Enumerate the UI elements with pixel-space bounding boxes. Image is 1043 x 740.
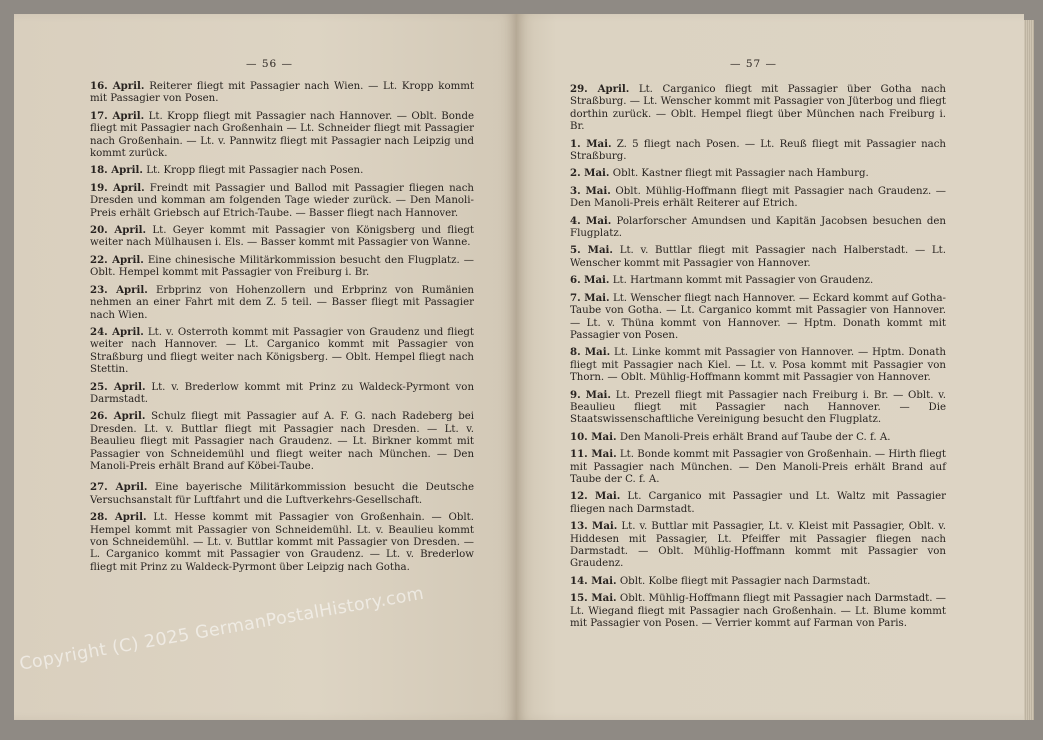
diary-entry: [570, 431, 946, 444]
diary-entry: [570, 520, 946, 571]
entry-text: Lt. Wenscher fliegt nach Hannover. — Eckard kommt auf Gotha-Taube von Gotha. — Lt. Carganico kommt mit Passagier von Hannover. — Lt. v. Thüna kommt von Hannover. — Hptm. Donath kommt mit Passagier von Posen.: [570, 292, 946, 341]
entry-date: 5. Mai.: [570, 244, 613, 257]
entry-date: 18. April.: [90, 164, 143, 177]
diary-entry: [570, 138, 946, 164]
page-edges: [1024, 20, 1034, 720]
right-page: [516, 14, 1024, 720]
entry-date: 19. April.: [90, 181, 145, 194]
entry-date: 10. Mai.: [570, 430, 617, 443]
diary-entry: [570, 83, 946, 134]
diary-entry: [570, 167, 946, 180]
entry-date: 3. Mai.: [570, 184, 611, 197]
entry-date: 29. April.: [570, 83, 630, 95]
diary-entry: [570, 490, 946, 516]
diary-entry: [570, 185, 946, 211]
entry-text: Eine bayerische Militärkommission besucht die Deutsche Versuchsanstalt für Luftfahrt und die Luftverkehrs-Gesellschaft.: [90, 482, 475, 506]
diary-entry: [570, 592, 946, 630]
entry-date: 15. Mai.: [570, 592, 617, 605]
diary-entry: [570, 244, 946, 270]
entry-text: Den Manoli-Preis erhält Brand auf Taube der C. f. A.: [619, 431, 891, 443]
entry-date: 23. April.: [90, 283, 148, 296]
diary-entry: [570, 575, 946, 588]
entry-text: Erbprinz von Hohenzollern und Erbprinz von Rumänien nehmen an einer Fahrt mit dem Z. 5 teil. — Basser fliegt mit Passagier nach Wien.: [90, 284, 474, 321]
diary-entry: [90, 110, 474, 161]
entry-text: Polarforscher Amundsen und Kapitän Jacobsen besuchen den Flugplatz.: [570, 215, 946, 240]
entry-list: [570, 83, 946, 634]
entry-text: Lt. Hartmann kommt mit Passagier von Graudenz.: [612, 275, 874, 287]
entry-text: Oblt. Mühlig-Hoffmann fliegt mit Passagier nach Graudenz. — Den Manoli-Preis erhält Reiterer auf Etrich.: [570, 185, 946, 210]
entry-text: Lt. Kropp fliegt mit Passagier nach Posen.: [146, 165, 364, 177]
entry-date: 22. April.: [90, 253, 144, 266]
diary-entry: [90, 410, 474, 473]
copyright-watermark: Copyright (C) 2025 GermanPostalHistory.com: [18, 583, 426, 675]
entry-list: [90, 80, 474, 578]
diary-entry: [90, 80, 474, 106]
entry-date: 27. April.: [90, 481, 148, 494]
open-booklet: [14, 14, 1026, 726]
entry-date: 17. April.: [90, 109, 145, 122]
entry-text: Lt. Linke kommt mit Passagier von Hannover. — Hptm. Donath fliegt mit Passagier nach Kiel. — Lt. v. Posa kommt mit Passagier von Thorn. — Oblt. Mühlig-Hoffmann kommt mit Passagier von Hannover.: [570, 347, 946, 384]
page-number: — 57 —: [730, 58, 778, 70]
diary-entry: [90, 511, 474, 574]
diary-entry: [90, 254, 474, 280]
diary-entry: [570, 215, 946, 241]
entry-text: Lt. Geyer kommt mit Passagier von Königsberg und fliegt weiter nach Mülhausen i. Els. — Basser kommt mit Passagier von Wanne.: [90, 225, 474, 249]
entry-date: 26. April.: [90, 410, 146, 423]
entry-text: Lt. Prezell fliegt mit Passagier nach Freiburg i. Br. — Oblt. v. Beaulieu fliegt mit Passagier nach Hannover. — Die Staatswissenschaftliche Vereinigung besucht den Flugplatz.: [570, 389, 947, 426]
entry-text: Lt. Carganico mit Passagier und Lt. Waltz mit Passagier fliegen nach Darmstadt.: [570, 491, 946, 515]
diary-entry: [90, 381, 474, 407]
entry-date: 8. Mai.: [570, 346, 611, 359]
entry-date: 11. Mai.: [570, 448, 617, 461]
entry-date: 16. April.: [90, 80, 145, 92]
entry-date: 7. Mai.: [570, 291, 610, 304]
entry-text: Lt. Hesse kommt mit Passagier von Großenhain. — Oblt. Hempel kommt mit Passagier von Schneidemühl. Lt. v. Beaulieu kommt von Schneidemühl. — Lt. v. Buttlar kommt mit Passagier von Dresden. — L. Carganico kommt mit Passagier von Graudenz. — Lt. v. Brederlow fliegt mit Prinz zu Waldeck-Pyrmont über Leipzig nach Gotha.: [90, 512, 475, 573]
entry-text: Lt. v. Osterroth kommt mit Passagier von Graudenz und fliegt weiter nach Hannover. — Lt. Carganico kommt mit Passagier von Straßburg und fliegt weiter nach Königsberg. — Oblt. Hempel fliegt nach Stettin.: [90, 326, 474, 376]
page-number: — 56 —: [246, 58, 294, 70]
diary-entry: [90, 326, 474, 377]
entry-text: Oblt. Kastner fliegt mit Passagier nach Hamburg.: [612, 168, 869, 180]
entry-date: 4. Mai.: [570, 214, 612, 227]
diary-entry: [570, 389, 946, 427]
diary-entry: [570, 448, 946, 486]
entry-date: 24. April.: [90, 325, 144, 338]
diary-entry: [90, 182, 474, 220]
entry-date: 9. Mai.: [570, 388, 611, 401]
entry-text: Oblt. Mühlig-Hoffmann fliegt mit Passagier nach Darmstadt. — Lt. Wiegand fliegt mit Passagier nach Großenhain. — Lt. Blume kommt mit Passagier von Posen. — Verrier kommt auf Farman von Paris.: [570, 593, 946, 630]
entry-text: Oblt. Kolbe fliegt mit Passagier nach Darmstadt.: [619, 575, 871, 587]
diary-entry: [570, 346, 946, 384]
diary-entry: [90, 481, 474, 507]
entry-date: 6. Mai.: [570, 274, 610, 287]
entry-date: 25. April.: [90, 380, 146, 393]
entry-text: Freindt mit Passagier und Ballod mit Passagier fliegen nach Dresden und komman am folgenden Tage wieder zurück. — Den Manoli-Preis erhält Griebsch auf Etrich-Taube. — Basser fliegt nach Hannover.: [90, 182, 474, 219]
entry-date: 1. Mai.: [570, 137, 612, 150]
entry-date: 12. Mai.: [570, 490, 621, 503]
diary-entry: [90, 164, 474, 177]
entry-text: Lt. Bonde kommt mit Passagier von Großenhain. — Hirth fliegt mit Passagier nach München. — Den Manoli-Preis erhält Brand auf Taube der C. f. A.: [570, 449, 946, 485]
entry-text: Lt. Kropp fliegt mit Passagier nach Hannover. — Oblt. Bonde fliegt mit Passagier nach Großenhain — Lt. Schneider fliegt mit Passagier nach Großenhain. — Lt. v. Pannwitz fliegt mit Passagier nach Leipzig und kommt zurück.: [90, 110, 474, 160]
entry-date: 28. April.: [90, 511, 147, 524]
entry-text: Lt. v. Buttlar mit Passagier, Lt. v. Kleist mit Passagier, Oblt. v. Hiddesen mit Passagier, Lt. Pfeiffer mit Passagier fliegen nach Darmstadt. — Oblt. Mühlig-Hoffmann kommt mit Passagier von Graudenz.: [570, 521, 946, 570]
diary-entry: [570, 292, 946, 343]
entry-date: 13. Mai.: [570, 520, 618, 533]
diary-entry: [570, 274, 946, 287]
diary-entry: [90, 284, 474, 322]
entry-text: Lt. Carganico fliegt mit Passagier über Gotha nach Straßburg. — Lt. Wenscher kommt mit Passagier von Jüterbog und fliegt dorthin zurück. — Oblt. Hempel fliegt über München nach Freiburg i. Br.: [570, 84, 946, 133]
diary-entry: [90, 224, 474, 250]
entry-date: 20. April.: [90, 224, 147, 237]
entry-date: 2. Mai.: [570, 167, 610, 180]
entry-text: Lt. v. Buttlar fliegt mit Passagier nach Halberstadt. — Lt. Wenscher kommt mit Passagier von Hannover.: [570, 245, 946, 269]
entry-text: Lt. v. Brederlow kommt mit Prinz zu Waldeck-Pyrmont von Darmstadt.: [90, 381, 475, 405]
entry-text: Schulz fliegt mit Passagier auf A. F. G. nach Radeberg bei Dresden. Lt. v. Buttlar fliegt mit Passagier nach Dresden. — Lt. v. Beaulieu fliegt mit Passagier nach Graudenz. — Lt. Birkner kommt mit Passagier von Schneidemühl und fliegt weiter nach München. — Den Manoli-Preis erhält Brand auf Köbei-Taube.: [90, 411, 474, 472]
entry-text: Reiterer fliegt mit Passagier nach Wien. — Lt. Kropp kommt mit Passagier von Posen.: [90, 81, 475, 105]
entry-text: Eine chinesische Militärkommission besucht den Flugplatz. — Oblt. Hempel kommt mit Passagier von Freiburg i. Br.: [90, 254, 474, 279]
entry-text: Z. 5 fliegt nach Posen. — Lt. Reuß fliegt mit Passagier nach Straßburg.: [570, 138, 946, 163]
entry-date: 14. Mai.: [570, 574, 617, 587]
